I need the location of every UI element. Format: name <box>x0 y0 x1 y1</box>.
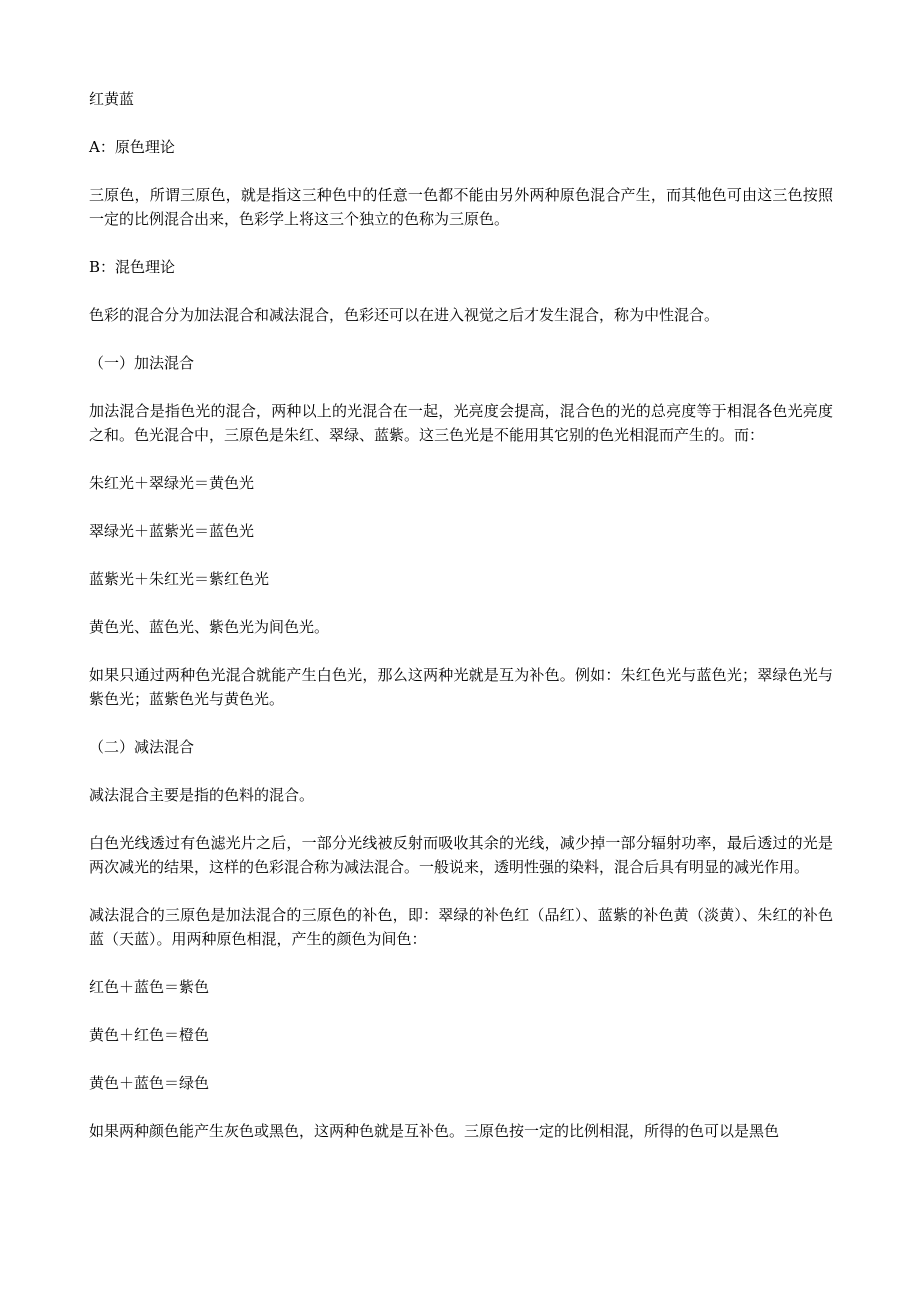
paragraph-subtractive-primaries: 减法混合的三原色是加法混合的三原色的补色，即：翠绿的补色红（品红）、蓝紫的补色黄（淡黄）、朱红的补色蓝（天蓝）。用两种原色相混，产生的颜色为间色： <box>89 906 833 948</box>
paragraph-subtractive-detail: 白色光线透过有色滤光片之后，一部分光线被反射而吸收其余的光线，减少掉一部分辐射功率，最后透过的光是两次减光的结果，这样的色彩混合称为减法混合。一般说来，透明性强的染料，混合后具有明显的减光作用。 <box>89 834 833 876</box>
formula-line: 朱红光＋翠绿光＝黄色光 <box>89 474 255 492</box>
formula-line: 红色＋蓝色＝紫色 <box>89 978 210 996</box>
section-heading-b: B：混色理论 <box>89 258 176 276</box>
subheading-additive: （一）加法混合 <box>89 354 195 372</box>
title-paragraph: 红黄蓝 <box>89 90 135 108</box>
paragraph-secondary-light: 黄色光、蓝色光、紫色光为间色光。 <box>89 618 330 636</box>
subheading-subtractive: （二）减法混合 <box>89 738 195 756</box>
paragraph-subtractive-intro: 减法混合主要是指的色料的混合。 <box>89 786 315 804</box>
document-body <box>89 87 833 1167</box>
paragraph-primary-colors: 三原色，所谓三原色，就是指这三种色中的任意一色都不能由另外两种原色混合产生，而其他色可由这三色按照一定的比例混合出来，色彩学上将这三个独立的色称为三原色。 <box>89 186 833 228</box>
section-heading-a: A：原色理论 <box>89 138 175 156</box>
formula-line: 翠绿光＋蓝紫光＝蓝色光 <box>89 522 255 540</box>
paragraph-complementary-light: 如果只通过两种色光混合就能产生白色光，那么这两种光就是互为补色。例如：朱红色光与蓝色光；翠绿色光与紫色光；蓝紫色光与黄色光。 <box>89 666 833 708</box>
formula-line: 黄色＋蓝色＝绿色 <box>89 1074 210 1092</box>
paragraph-mixing-intro: 色彩的混合分为加法混合和减法混合，色彩还可以在进入视觉之后才发生混合，称为中性混合。 <box>89 306 720 324</box>
formula-line: 蓝紫光＋朱红光＝紫红色光 <box>89 570 270 588</box>
formula-line: 黄色＋红色＝橙色 <box>89 1026 210 1044</box>
paragraph-complementary-pigment: 如果两种颜色能产生灰色或黑色，这两种色就是互补色。三原色按一定的比例相混，所得的色可以是黑色 <box>89 1122 780 1140</box>
paragraph-additive: 加法混合是指色光的混合，两种以上的光混合在一起，光亮度会提高，混合色的光的总亮度等于相混各色光亮度之和。色光混合中，三原色是朱红、翠绿、蓝紫。这三色光是不能用其它别的色光相混而产生的。而： <box>89 402 833 444</box>
